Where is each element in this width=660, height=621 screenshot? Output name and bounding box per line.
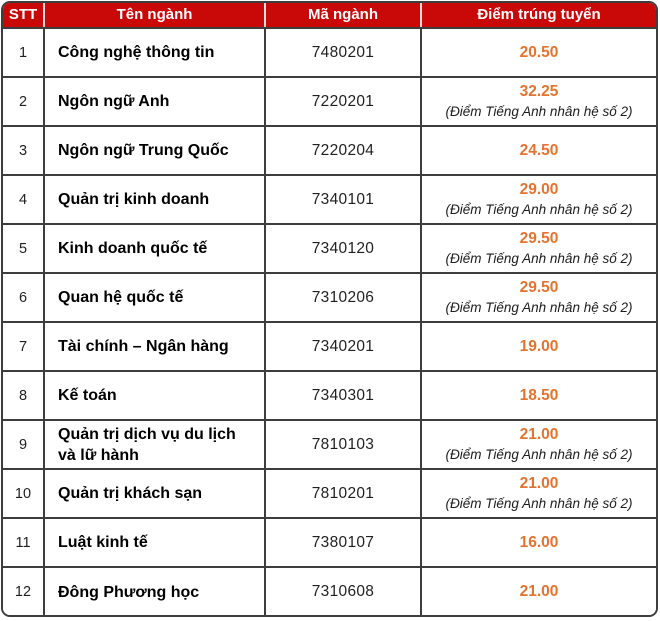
major-name: Luật kinh tế (44, 518, 265, 567)
major-code: 7340201 (265, 322, 421, 371)
score-note: (Điểm Tiếng Anh nhân hệ số 2) (445, 496, 633, 511)
header-diem-trung-tuyen: Điểm trúng tuyển (421, 3, 656, 28)
header-ma-nganh: Mã ngành (265, 3, 421, 28)
score-cell (421, 420, 656, 469)
major-code: 7340120 (265, 224, 421, 273)
major-name: Tài chính – Ngân hàng (44, 322, 265, 371)
row-number: 12 (3, 567, 44, 616)
major-name: Công nghệ thông tin (44, 28, 265, 77)
table-row (3, 567, 656, 616)
score-value: 29.00 (519, 181, 559, 198)
score-note: (Điểm Tiếng Anh nhân hệ số 2) (445, 300, 633, 315)
major-name: Đông Phương học (44, 567, 265, 616)
header-stt: STT (3, 3, 44, 28)
score-value: 32.25 (519, 83, 559, 100)
major-name: Ngôn ngữ Anh (44, 77, 265, 126)
score-note: (Điểm Tiếng Anh nhân hệ số 2) (445, 104, 633, 119)
major-name: Ngôn ngữ Trung Quốc (44, 126, 265, 175)
score-value: 21.00 (519, 475, 559, 492)
major-name: Quản trị khách sạn (44, 469, 265, 518)
score-cell (421, 28, 656, 77)
score-cell (421, 224, 656, 273)
row-number: 9 (3, 420, 44, 469)
header-row (3, 3, 656, 28)
row-number: 7 (3, 322, 44, 371)
major-code: 7480201 (265, 28, 421, 77)
major-name: Kế toán (44, 371, 265, 420)
score-cell (421, 518, 656, 567)
score-value: 21.00 (519, 426, 559, 443)
header-ten-nganh: Tên ngành (44, 3, 265, 28)
row-number: 10 (3, 469, 44, 518)
table-row (3, 469, 656, 518)
score-value: 19.00 (519, 337, 559, 355)
scores-table (3, 3, 656, 616)
major-code: 7340101 (265, 175, 421, 224)
score-cell (421, 273, 656, 322)
table-row (3, 77, 656, 126)
major-code: 7380107 (265, 518, 421, 567)
table-row (3, 371, 656, 420)
major-code: 7810201 (265, 469, 421, 518)
table-row (3, 28, 656, 77)
score-value: 20.50 (519, 43, 559, 61)
major-code: 7220201 (265, 77, 421, 126)
table-row (3, 126, 656, 175)
row-number: 11 (3, 518, 44, 567)
row-number: 8 (3, 371, 44, 420)
score-cell (421, 175, 656, 224)
table-body (3, 28, 656, 616)
score-cell (421, 126, 656, 175)
row-number: 5 (3, 224, 44, 273)
major-code: 7310608 (265, 567, 421, 616)
major-name: Quan hệ quốc tế (44, 273, 265, 322)
score-note: (Điểm Tiếng Anh nhân hệ số 2) (445, 251, 633, 266)
row-number: 2 (3, 77, 44, 126)
score-value: 24.50 (519, 141, 559, 159)
score-cell (421, 469, 656, 518)
major-code: 7220204 (265, 126, 421, 175)
score-cell (421, 371, 656, 420)
row-number: 1 (3, 28, 44, 77)
table-row (3, 420, 656, 469)
score-value: 18.50 (519, 386, 559, 404)
major-code: 7310206 (265, 273, 421, 322)
table-row (3, 518, 656, 567)
score-cell (421, 322, 656, 371)
score-value: 29.50 (519, 230, 559, 247)
score-cell (421, 77, 656, 126)
score-cell (421, 567, 656, 616)
major-code: 7340301 (265, 371, 421, 420)
row-number: 6 (3, 273, 44, 322)
table-row (3, 322, 656, 371)
major-name: Kinh doanh quốc tế (44, 224, 265, 273)
score-note: (Điểm Tiếng Anh nhân hệ số 2) (445, 202, 633, 217)
major-name: Quản trị dịch vụ du lịch và lữ hành (44, 420, 265, 469)
major-name: Quản trị kinh doanh (44, 175, 265, 224)
admission-scores-table (1, 1, 658, 617)
major-code: 7810103 (265, 420, 421, 469)
row-number: 4 (3, 175, 44, 224)
table-row (3, 273, 656, 322)
table-row (3, 224, 656, 273)
score-value: 29.50 (519, 279, 559, 296)
score-note: (Điểm Tiếng Anh nhân hệ số 2) (445, 447, 633, 462)
score-value: 16.00 (519, 533, 559, 551)
row-number: 3 (3, 126, 44, 175)
score-value: 21.00 (519, 583, 559, 600)
table-row (3, 175, 656, 224)
